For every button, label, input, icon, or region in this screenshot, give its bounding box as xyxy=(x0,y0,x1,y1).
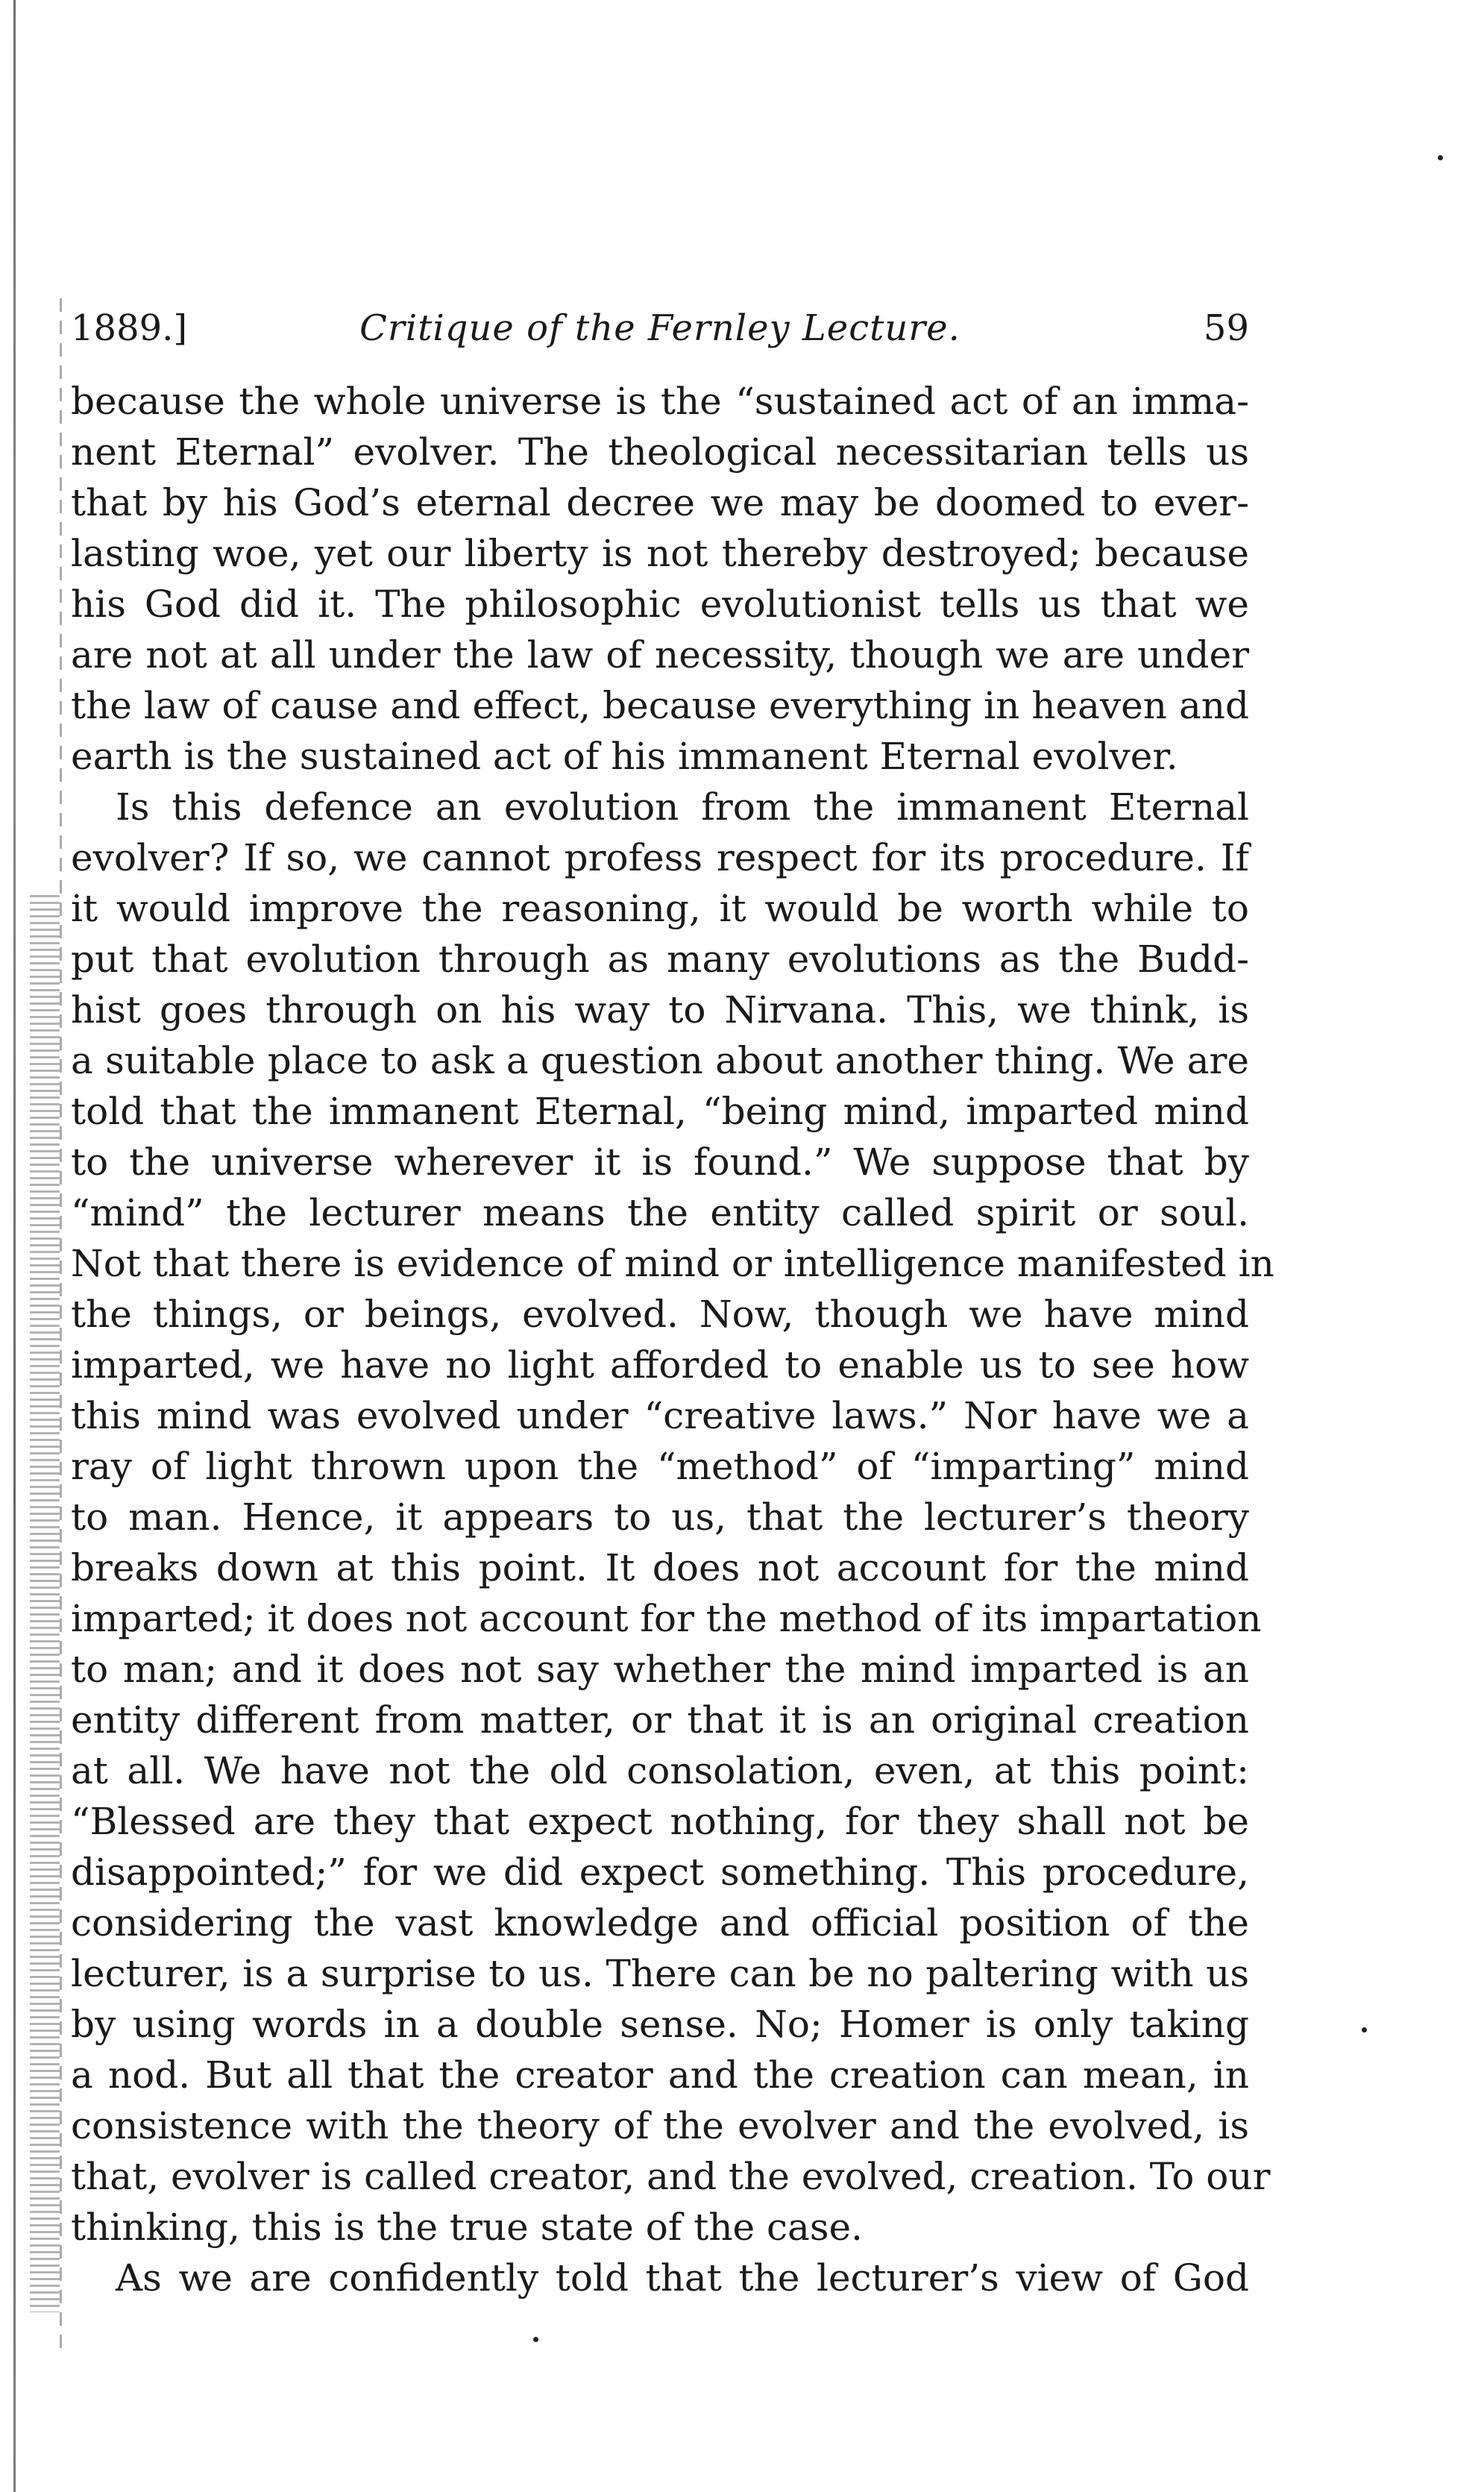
text-line: Not that there is evidence of mind or intelligence manifested in xyxy=(71,1242,1274,1285)
text-line: a suitable place to ask a question about another thing. We are xyxy=(71,1039,1249,1082)
text-line: put that evolution through as many evolutions as the Budd- xyxy=(71,938,1249,981)
text-line: “Blessed are they that expect nothing, for they shall not be xyxy=(71,1800,1249,1843)
paper-speck xyxy=(1438,155,1443,160)
text-line: consistence with the theory of the evolver and the evolved, is xyxy=(71,2104,1249,2147)
running-title: Critique of the Fernley Lecture. xyxy=(359,307,960,349)
paper-speck xyxy=(1362,2027,1367,2033)
text-line: considering the vast knowledge and official position of the xyxy=(71,1901,1249,1945)
page-number: 59 xyxy=(1203,307,1249,349)
header-year: 1889.] xyxy=(71,307,188,349)
text-line: that, evolver is called creator, and the evolved, creation. To our xyxy=(71,2155,1271,2198)
text-line: that by his God’s eternal decree we may be doomed to ever- xyxy=(71,481,1249,524)
text-line: nent Eternal” evolver. The theological necessitarian tells us xyxy=(71,430,1249,474)
text-line: the law of cause and effect, because everything in heaven and xyxy=(71,684,1249,727)
text-line: evolver? If so, we cannot profess respect for its procedure. If xyxy=(71,836,1249,879)
text-line: imparted, we have no light afforded to enable us to see how xyxy=(71,1343,1249,1387)
binding-line xyxy=(13,0,16,2492)
text-line: at all. We have not the old consolation, even, at this point: xyxy=(71,1749,1249,1792)
text-line: to man. Hence, it appears to us, that the lecturer’s theory xyxy=(71,1495,1249,1539)
text-line: Is this defence an evolution from the immanent Eternal xyxy=(116,785,1249,829)
text-line: because the whole universe is the “sustained act of an imma- xyxy=(71,380,1249,423)
text-line: ray of light thrown upon the “method” of “imparting” mind xyxy=(71,1445,1249,1488)
body-text xyxy=(71,376,1274,2303)
text-line: “mind” the lecturer means the entity called spirit or soul. xyxy=(71,1191,1249,1234)
text-line: it would improve the reasoning, it would be worth while to xyxy=(71,887,1249,930)
text-line: entity different from matter, or that it is an original creation xyxy=(71,1698,1249,1742)
text-line: hist goes through on his way to Nirvana. This, we think, is xyxy=(71,988,1249,1032)
text-line: earth is the sustained act of his immanent Eternal evolver. xyxy=(71,735,1178,778)
text-line: thinking, this is the true state of the case. xyxy=(71,2206,863,2249)
text-line: to man; and it does not say whether the mind imparted is an xyxy=(71,1648,1249,1691)
binding-edge xyxy=(0,0,71,2492)
text-line: lecturer, is a surprise to us. There can be no paltering with us xyxy=(71,1952,1249,1995)
text-line: are not at all under the law of necessity, though we are under xyxy=(71,633,1249,677)
text-line: lasting woe, yet our liberty is not thereby destroyed; because xyxy=(71,532,1249,575)
running-header xyxy=(71,298,1249,358)
text-line: imparted; it does not account for the method of its impartation xyxy=(71,1597,1262,1640)
text-line: disappointed;” for we did expect something. This procedure, xyxy=(71,1851,1249,1894)
binding-dash-line xyxy=(60,298,62,2350)
text-line: this mind was evolved under “creative laws.” Nor have we a xyxy=(71,1394,1249,1437)
text-line: told that the immanent Eternal, “being mind, imparted mind xyxy=(71,1090,1249,1133)
text-line: As we are confidently told that the lecturer’s view of God xyxy=(116,2256,1249,2300)
text-line: to the universe wherever it is found.” We suppose that by xyxy=(71,1140,1249,1184)
text-line: by using words in a double sense. No; Homer is only taking xyxy=(71,2003,1249,2046)
paper-speck xyxy=(533,2337,538,2342)
text-line: his God did it. The philosophic evolutionist tells us that we xyxy=(71,583,1249,626)
text-line: a nod. But all that the creator and the creation can mean, in xyxy=(71,2053,1249,2097)
binding-bleed-through xyxy=(30,895,60,2312)
text-line: the things, or beings, evolved. Now, though we have mind xyxy=(71,1293,1249,1336)
text-line: breaks down at this point. It does not account for the mind xyxy=(71,1546,1249,1589)
